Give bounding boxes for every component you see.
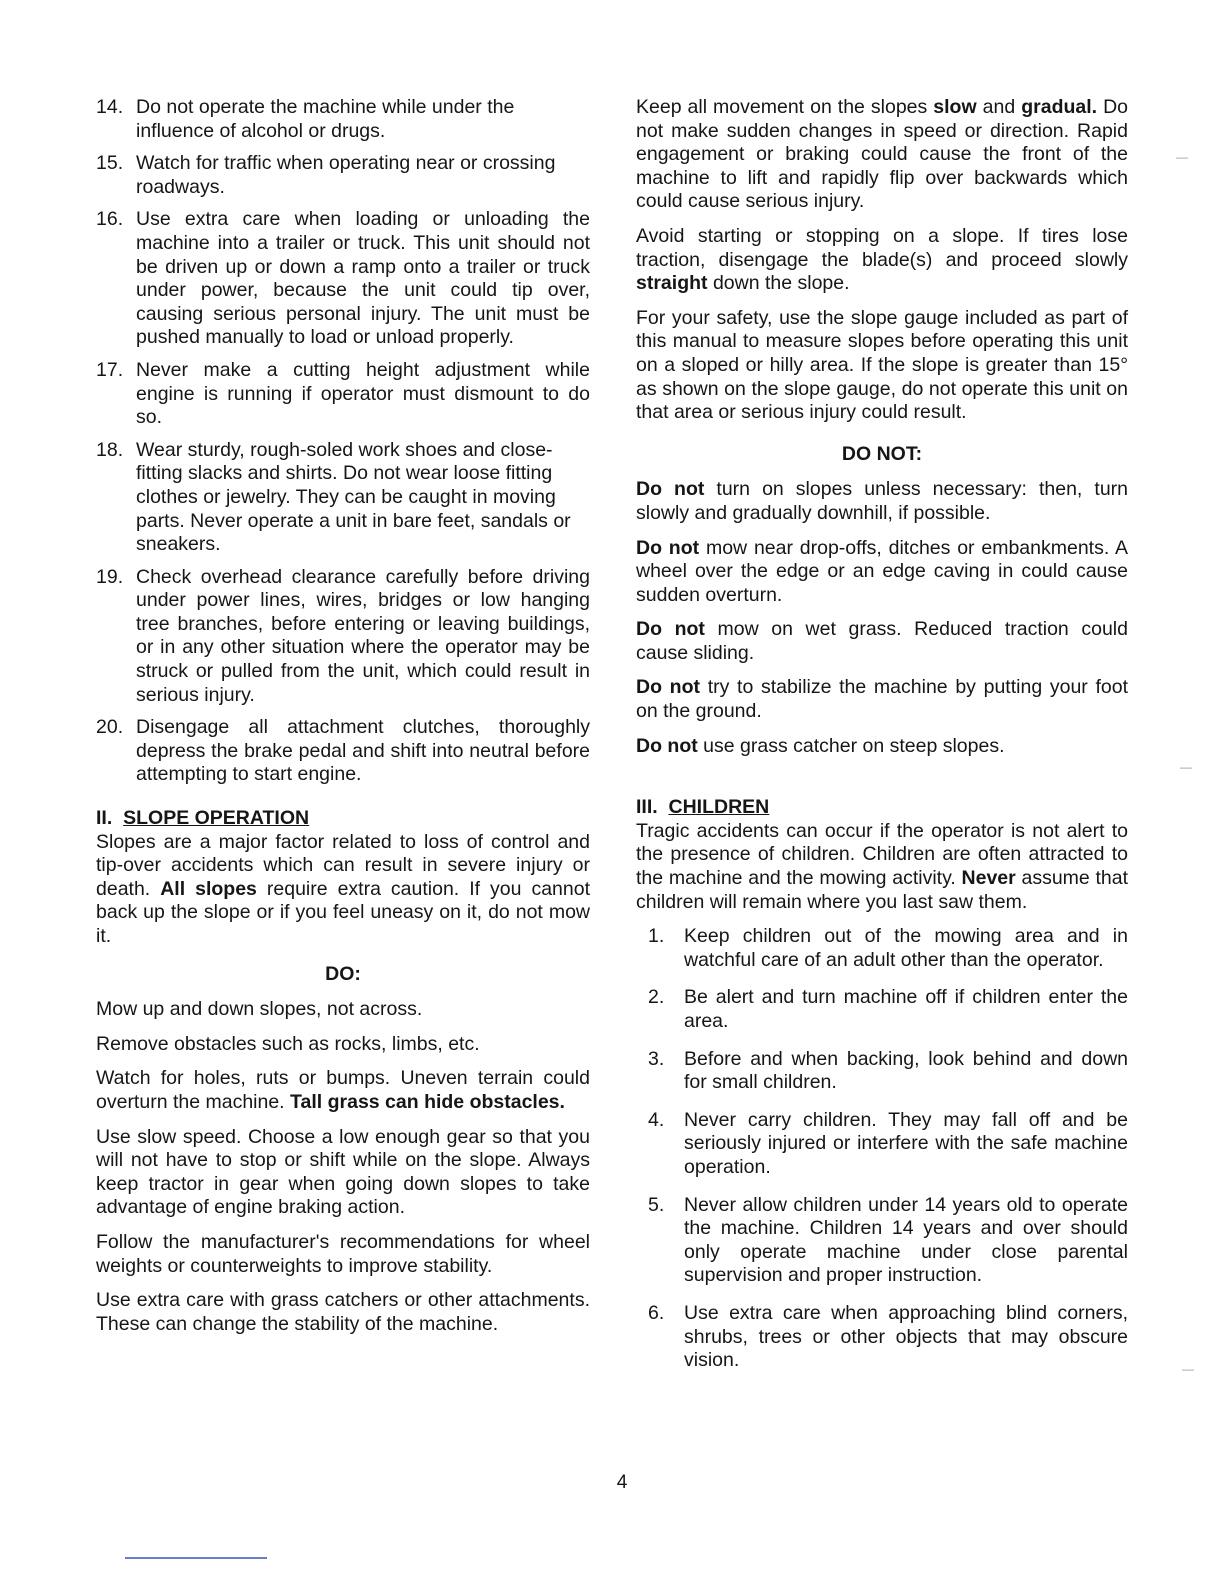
footer-rule (125, 1557, 267, 1559)
do-not-label: Do not (636, 618, 705, 641)
list-item (636, 1048, 1128, 1095)
text-run: Do not make sudden changes in speed or direction. Rapid engagement or braking could cause the front of the machine to lift and rapidly flip over backwards which could cause serious injury. (636, 96, 1129, 213)
page-number: 4 (616, 1472, 628, 1493)
list-item-text: Never allow children under 14 years old to operate the machine. Children 14 years and over should only operate machine under close parental supervision and proper instruction. (684, 1193, 1128, 1287)
do-not-label: Do not (636, 536, 700, 559)
list-item-number: 6. (648, 1301, 665, 1324)
slope-intro-text: Slopes are a major factor related to loss of control and tip-over accidents which can result in severe injury or death. (96, 830, 590, 900)
list-item (636, 1109, 1128, 1180)
list-item-text: Use extra care when loading or unloading the machine into a trailer or truck. This unit should not be driven up or down a ramp onto a trailer or truck under power, because the unit could tip over, causing serious personal injury. The unit must be pushed manually to load or unload properly. (136, 208, 590, 349)
children-intro (636, 820, 1128, 914)
list-item (96, 566, 590, 708)
section-title: CHILDREN (668, 796, 770, 819)
list-item (96, 96, 590, 143)
do-not-paragraph (636, 618, 1128, 665)
list-item (96, 208, 590, 350)
do-not-label: Do not (636, 478, 705, 501)
list-item (636, 1194, 1128, 1288)
children-section (636, 796, 1128, 1372)
do-not-text: mow on wet grass. Reduced traction could cause sliding. (636, 618, 1128, 664)
list-item-text: Never make a cutting height adjustment while engine is running if operator must dismount to do so. (136, 358, 590, 429)
list-item (636, 1302, 1128, 1373)
section-heading (96, 807, 590, 831)
list-item-text: Do not operate the machine while under the influence of alcohol or drugs. (136, 96, 515, 142)
list-item-number: 18. (96, 438, 124, 461)
children-intro-text-end: assume that children will remain where you last saw them. (636, 867, 1128, 913)
text-run: Keep all movement on the slopes (636, 96, 928, 118)
list-item-number: 3. (648, 1047, 665, 1070)
list-item-number: 2. (648, 986, 665, 1009)
slope-intro (96, 831, 590, 949)
do-not-paragraph (636, 537, 1128, 608)
right-column (636, 96, 1128, 1387)
list-item (96, 439, 590, 557)
do-not-paragraph (636, 676, 1128, 723)
emphasis-gradual: gradual. (1021, 96, 1098, 118)
scan-mark: — (1182, 1362, 1194, 1376)
text-run: Avoid starting or stopping on a slope. If tires lose traction, disengage the blade(s) and proceed slowly (636, 224, 1128, 271)
slope-operation-section (96, 807, 590, 1336)
list-item-number: 4. (648, 1108, 665, 1131)
slope-start-stop-paragraph (636, 225, 1128, 296)
do-paragraph: Follow the manufacturer's recommendations for wheel weights or counterweights to improve stability. (96, 1230, 590, 1277)
scan-mark: — (1176, 150, 1188, 164)
list-item (96, 359, 590, 430)
list-item-text: Check overhead clearance carefully before driving under power lines, wires, bridges or low hanging tree branches, before entering or leaving buildings, or in any other situation where the operator may be struck or pulled from the unit, which could result in serious injury. (136, 565, 590, 706)
do-heading: DO: (325, 962, 361, 985)
numbered-list-14-20 (96, 96, 590, 787)
emphasis-slow: slow (933, 96, 977, 118)
do-not-text: use grass catcher on steep slopes. (703, 734, 1005, 757)
list-item-number: 1. (648, 925, 665, 948)
list-item-number: 19. (96, 565, 124, 588)
do-paragraph: Remove obstacles such as rocks, limbs, etc. (96, 1032, 480, 1055)
list-item-text: Use extra care when approaching blind corners, shrubs, trees or other objects that may obscure vision. (684, 1301, 1128, 1372)
list-item (96, 716, 590, 787)
list-item-number: 17. (96, 358, 124, 381)
do-paragraph: Use extra care with grass catchers or other attachments. These can change the stability of the machine. (96, 1289, 590, 1335)
list-item (636, 986, 1128, 1033)
section-number: III. (636, 796, 658, 819)
slope-intro-text-end: require extra caution. If you cannot back up the slope or if you feel uneasy on it, do not mow it. (96, 877, 591, 947)
list-item-text: Never carry children. They may fall off and be seriously injured or interfere with the safe machine operation. (684, 1108, 1128, 1178)
list-item-text: Before and when backing, look behind and down for small children. (684, 1047, 1128, 1094)
list-item (96, 152, 590, 199)
list-item-text: Keep children out of the mowing area and in watchful care of an adult other than the operator. (684, 925, 1128, 971)
list-item-number: 14. (96, 96, 124, 118)
list-item-text: Watch for traffic when operating near or crossing roadways. (136, 152, 556, 198)
scan-mark: — (1180, 760, 1192, 774)
slope-movement-paragraph (636, 96, 1128, 214)
slope-gauge-paragraph: For your safety, use the slope gauge included as part of this manual to measure slopes before operating this unit on a sloped or hilly area. If the slope is greater than 15° as shown on the slope gauge, do not operate this unit on that area or serious injury could result. (636, 306, 1128, 424)
do-not-text: turn on slopes unless necessary: then, turn slowly and gradually downhill, if possible. (636, 478, 1129, 524)
list-item-text: Be alert and turn machine off if children enter the area. (684, 986, 1128, 1032)
do-paragraph (96, 1067, 590, 1114)
list-item-number: 5. (648, 1193, 665, 1216)
list-item (636, 925, 1128, 972)
section-heading (636, 796, 1128, 820)
do-not-heading: DO NOT: (841, 442, 923, 465)
emphasis-straight: straight (636, 272, 708, 295)
children-intro-emphasis: Never (961, 867, 1016, 890)
do-not-paragraph (636, 478, 1128, 525)
do-paragraph-text: Watch for holes, ruts or bumps. Uneven terrain could overturn the machine. (96, 1067, 590, 1113)
text-run: and (982, 96, 1016, 118)
do-not-label: Do not (636, 734, 698, 757)
do-not-paragraph (636, 735, 1128, 759)
do-paragraph: Use slow speed. Choose a low enough gear so that you will not have to stop or shift while on the slope. Always keep tractor in gear when going down slopes to take advantage of engine braking action. (96, 1125, 590, 1219)
section-number: II. (96, 807, 113, 830)
do-not-label: Do not (636, 676, 700, 699)
list-item-number: 16. (96, 208, 124, 231)
slope-intro-emphasis: All slopes (160, 877, 257, 900)
list-item-number: 20. (96, 716, 124, 739)
children-list (636, 925, 1128, 1373)
do-not-text: mow near drop-offs, ditches or embankments. A wheel over the edge or an edge caving in could cause sudden overturn. (636, 536, 1129, 606)
text-run: down the slope. (712, 272, 850, 295)
children-intro-text: Tragic accidents can occur if the operator is not alert to the presence of children. Children are often attracted to the machine and the mowing activity. (636, 819, 1128, 890)
list-item-text: Wear sturdy, rough-soled work shoes and close-fitting slacks and shirts. Do not wear loose fitting clothes or jewelry. They can be caught in moving parts. Never operate a unit in bare feet, sandals or sneakers. (136, 438, 571, 556)
list-item-number: 15. (96, 152, 124, 175)
do-paragraph: Mow up and down slopes, not across. (96, 998, 423, 1021)
left-column (96, 96, 590, 1347)
do-not-text: try to stabilize the machine by putting your foot on the ground. (636, 676, 1128, 723)
do-paragraph-emphasis: Tall grass can hide obstacles. (290, 1090, 565, 1113)
list-item-text: Disengage all attachment clutches, thoroughly depress the brake pedal and shift into neutral before attempting to start engine. (136, 716, 590, 786)
section-title: SLOPE OPERATION (123, 807, 310, 830)
